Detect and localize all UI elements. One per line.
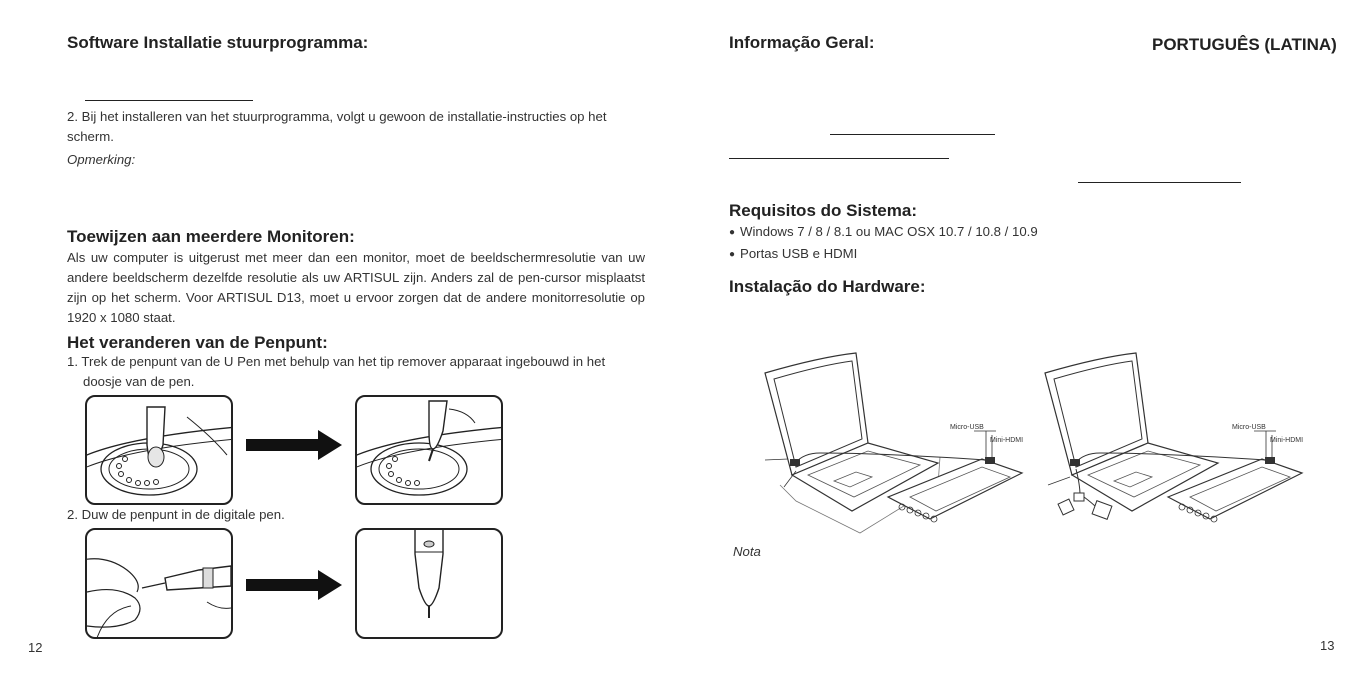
micro-usb-label: Micro-USB <box>950 424 984 431</box>
insert-tip-illustration-after <box>355 528 503 639</box>
penpoint-step-1: 1. Trek de penpunt van de U Pen met behulp van het tip remover apparaat ingebouwd in het doosje van de pen. <box>67 354 606 389</box>
micro-usb-label: Micro-USB <box>1232 424 1266 431</box>
driver-heading: Software Installatie stuurprogramma: <box>67 33 369 52</box>
monitors-heading: Toewijzen aan meerdere Monitoren: <box>67 227 355 246</box>
driver-note-label: Opmerking: <box>67 152 136 167</box>
list-item: ● Portas USB e HDMI <box>729 244 1038 266</box>
driver-step-2: 2. Bij het installeren van het stuurprogramma, volgt u gewoon de installatie-instructies op het scherm. <box>67 109 607 144</box>
mini-hdmi-label: Mini-HDMI <box>1270 437 1304 444</box>
hardware-illustration-micro-usb <box>760 335 1030 535</box>
tip-remover-illustration-before <box>85 395 233 505</box>
monitors-text: Als uw computer is uitgerust met meer dan een monitor, moet de beeldschermresolutie van uw andere beeldscherm dezelfde resolutie als uw ARTISUL zijn. Anders zal de pen-cursor misplaatst zijn op het scherm. Voor ARTISUL D13, moet u ervoor zorgen dat de andere monitorresolutie op 1920 x 1080 staat. <box>67 250 645 325</box>
page-number-left: 12 <box>28 640 43 655</box>
requirements-list <box>729 222 1038 266</box>
note-label: Nota <box>733 544 761 559</box>
page-number-right: 13 <box>1320 638 1335 653</box>
arrow-right-icon <box>246 570 342 600</box>
list-item: ● Windows 7 / 8 / 8.1 ou MAC OSX 10.7 / 10.8 / 10.9 <box>729 222 1038 244</box>
language-label: PORTUGUÊS (LATINA) <box>1152 35 1337 54</box>
penpoint-heading: Het veranderen van de Penpunt: <box>67 333 328 352</box>
mini-hdmi-label: Mini-HDMI <box>990 437 1024 444</box>
arrow-right-icon <box>246 430 342 460</box>
tip-remover-illustration-after <box>355 395 503 505</box>
redacted-line <box>1078 182 1241 183</box>
general-info-heading: Informação Geral: <box>729 33 875 52</box>
redacted-line <box>85 100 253 101</box>
redacted-line <box>830 134 995 135</box>
insert-tip-illustration-before <box>85 528 233 639</box>
penpoint-step-2: 2. Duw de penpunt in de digitale pen. <box>67 507 285 522</box>
requirements-heading: Requisitos do Sistema: <box>729 201 917 220</box>
hardware-illustration-power-adapter <box>1040 335 1312 535</box>
redacted-line <box>729 158 949 159</box>
hardware-heading: Instalação do Hardware: <box>729 277 926 296</box>
